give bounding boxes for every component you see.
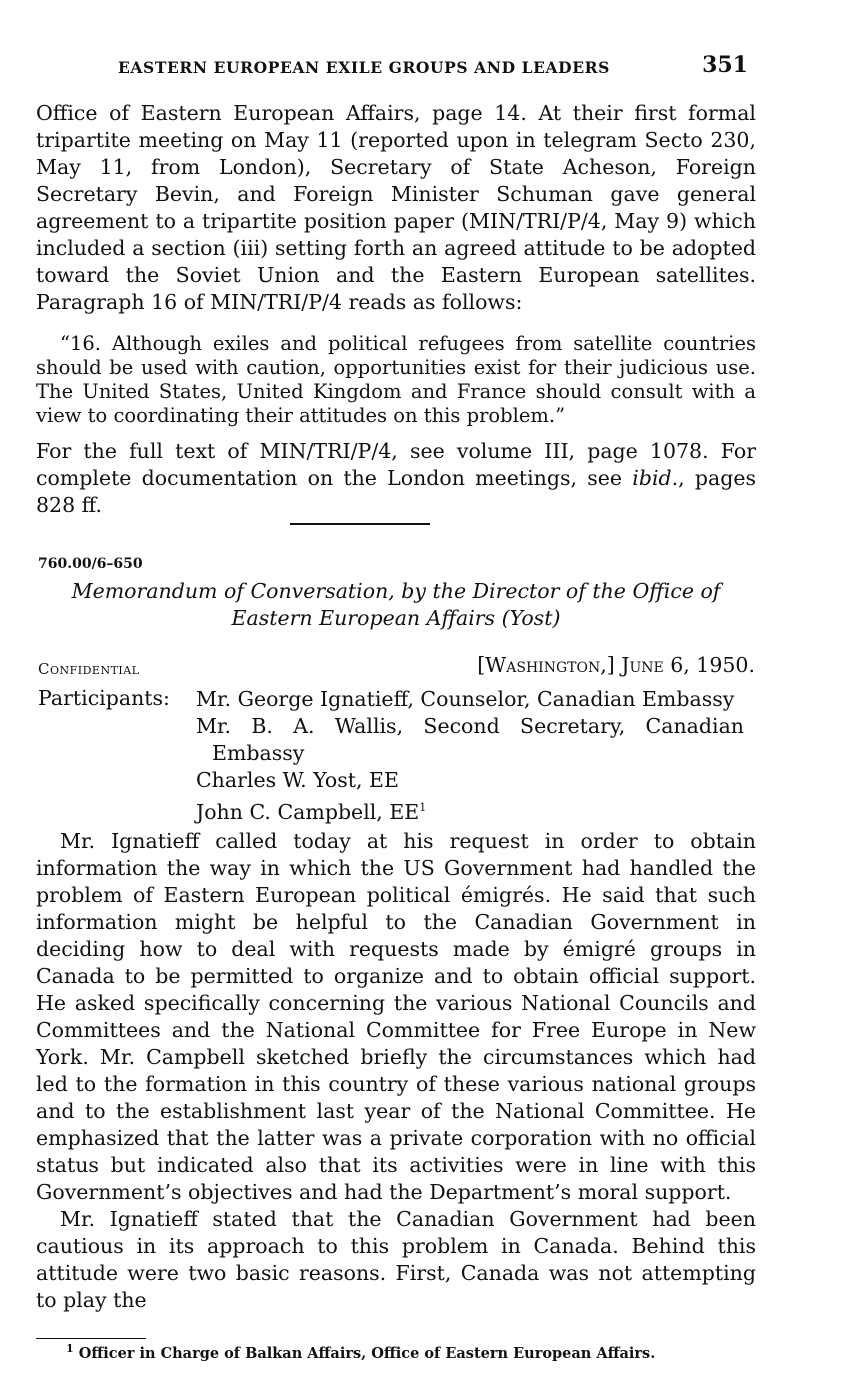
file-number: 760.00/6–650 [38,556,143,572]
participant: Mr. B. A. Wallis, Second Secretary, Canadian Embassy [196,714,744,765]
document-title [36,578,756,632]
document-title-line-2: Eastern European Affairs (Yost) [231,606,561,630]
body-paragraph: Mr. Ignatieff called today at his request in order to obtain information the way in which the US Government had handled the problem of Eastern European political émigrés. He said that such information might be helpful to the Canadian Government in deciding how to deal with requests made by émigré groups in Canada to be permitted to organize and to obtain official support. He asked specifically concerning the various National Councils and Committees and the National Committee for Free Europe in New York. Mr. Campbell sketched briefly the circumstances which had led to the formation in this country of these various national groups and to the establishment last year of the National Committee. He emphasized that the latter was a private corporation with no official status but indicated also that its activities were in line with this Government’s objectives and had the Department’s moral support. [36,829,756,1204]
section-divider [290,523,430,525]
full-text-note-text: For the full text of MIN/TRI/P/4, see volume III, page 1078. For complete documentation on the London meetings, see [36,439,756,490]
memo-body [36,828,756,1314]
running-head: EASTERN EUROPEAN EXILE GROUPS AND LEADERS [118,58,610,77]
footnote-number: 1 [66,1342,74,1355]
footnote [36,1342,756,1362]
classification-label: Confidential [38,660,140,678]
body-paragraph: Mr. Ignatieff stated that the Canadian Government had been cautious in its approach to this problem in Canada. Behind this attitude were two basic reasons. First, Canada was not attempting to play the [36,1207,756,1312]
participant: Charles W. Yost, EE [196,768,399,792]
quotation: “16. Although exiles and political refugees from satellite countries should be used with caution, opportunities exist for their judicious use. The United States, United Kingdom and France should consult with a view to coordinating their attitudes on this problem.” [36,332,756,427]
ibid-reference: ibid. [632,466,679,490]
document-title-line-1: Memorandum of Conversation, by the Director of the Office of [71,579,721,603]
full-text-note-block [36,438,756,519]
footnote-marker: 1 [419,801,427,814]
participants-label: Participants: [38,686,170,710]
page-number: 351 [702,52,748,78]
participant: Mr. George Ignatieff, Counselor, Canadian Embassy [196,687,735,711]
intro-paragraph: Office of Eastern European Affairs, page 14. At their first formal tripartite meeting on May 11 (reported upon in telegram Secto 230, May 11, from London), Secretary of State Acheson, Foreign Secretary Bevin, and Foreign Minister Schuman gave general agreement to a tripartite position paper (MIN/TRI/P/4, May 9) which included a section (iii) setting forth an agreed attitude to be adopted toward the Soviet Union and the Eastern European satellites. Paragraph 16 of MIN/TRI/P/4 reads as follows: [36,101,756,314]
participant-name: John C. Campbell, EE [196,799,420,824]
full-text-note-pages: , pages 828 ff. [36,466,756,517]
participant [196,794,744,826]
intro-paragraph-block [36,100,756,316]
footnote-divider [36,1338,146,1339]
page-header [118,52,748,84]
participants-list [196,686,744,826]
dateline: [Washington,] June 6, 1950. [477,653,755,677]
footnote-text: Officer in Charge of Balkan Affairs, Office of Eastern European Affairs. [78,1344,656,1362]
full-text-note [36,438,756,519]
